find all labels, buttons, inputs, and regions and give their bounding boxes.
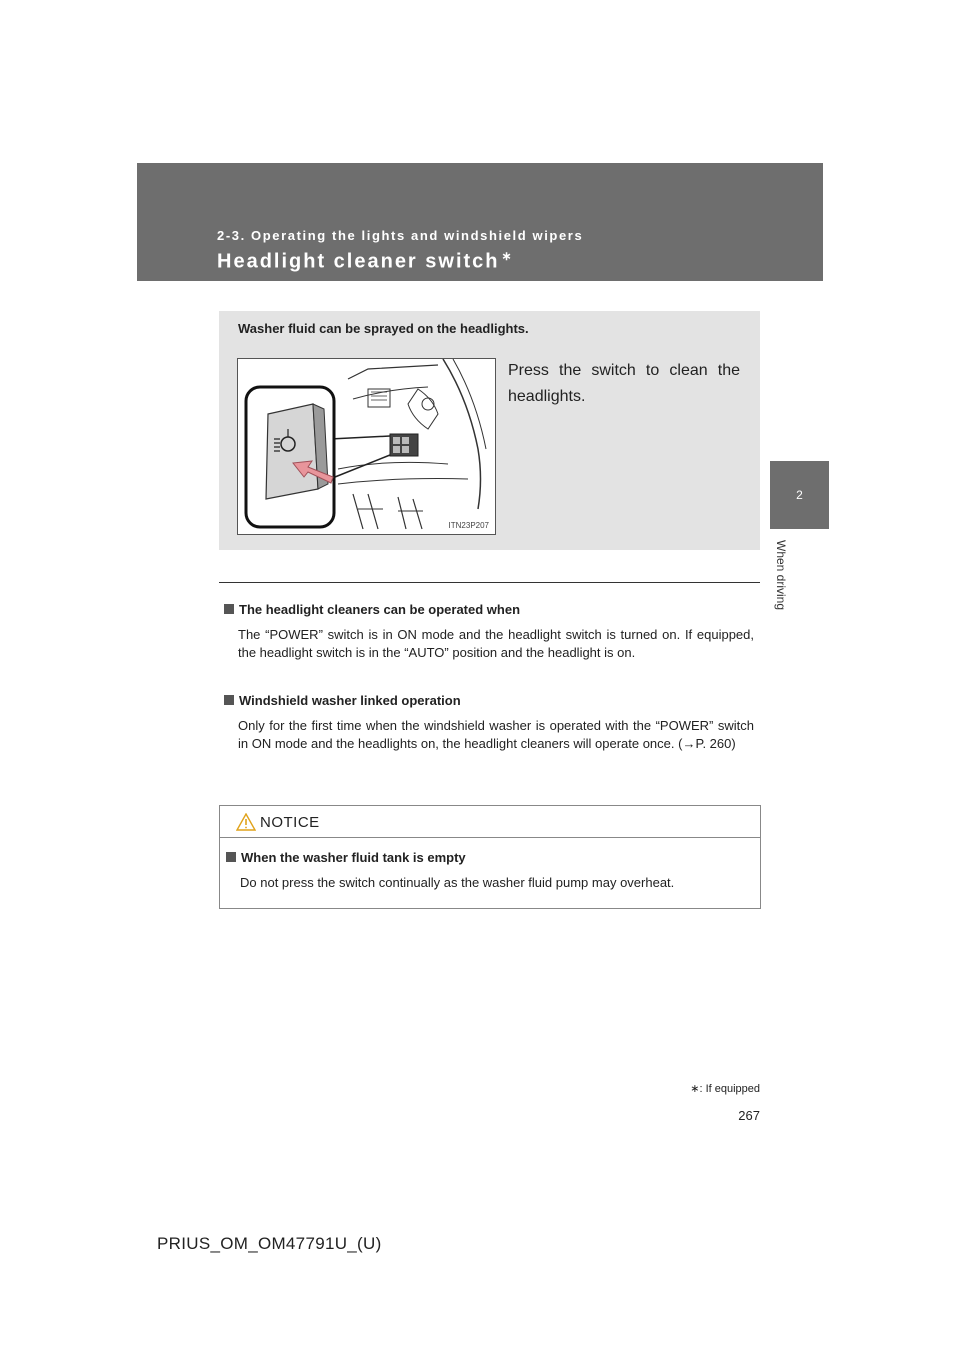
notice-item xyxy=(226,849,754,892)
note-heading xyxy=(224,601,754,619)
square-bullet-icon xyxy=(224,695,234,705)
page-title-text: Headlight cleaner switch xyxy=(217,250,500,273)
figure-code: ITN23P207 xyxy=(448,521,489,530)
divider xyxy=(219,582,760,583)
warning-triangle-icon xyxy=(236,813,256,831)
section-label: 2-3. Operating the lights and windshield wipers xyxy=(217,228,584,243)
note-body: Only for the first time when the windshield washer is operated with the “POWER” switch in ON mode and the headlights on, the headlight cleaners will operate once. (→P. 260) xyxy=(238,718,754,751)
notice-heading-text: When the washer fluid tank is empty xyxy=(241,850,466,865)
footnote: ∗: If equipped xyxy=(690,1083,760,1095)
note-heading-text: Windshield washer linked operation xyxy=(239,693,461,708)
chapter-label: When driving xyxy=(774,540,788,611)
chapter-tab[interactable]: 2 xyxy=(770,461,829,529)
note-washer-linked xyxy=(224,692,754,753)
figure-caption: Press the switch to clean the headlights. xyxy=(508,362,740,405)
notice-body: Do not press the switch continually as the washer fluid pump may overheat. xyxy=(240,875,675,890)
info-heading: Washer fluid can be sprayed on the headlights. xyxy=(238,321,529,336)
page-number: 267 xyxy=(738,1108,760,1123)
notice-box xyxy=(219,805,761,909)
switch-illustration xyxy=(237,358,496,535)
notice-label: NOTICE xyxy=(260,814,320,831)
square-bullet-icon xyxy=(226,852,236,862)
notice-header xyxy=(220,806,760,838)
note-body: The “POWER” switch is in ON mode and the headlight switch is turned on. If equipped, the headlight switch is in the “AUTO” position and the headlight is on. xyxy=(238,627,754,660)
note-operation-conditions xyxy=(224,601,754,662)
document-code: PRIUS_OM_OM47791U_(U) xyxy=(157,1234,382,1253)
note-heading-text: The headlight cleaners can be operated when xyxy=(239,602,521,617)
page-title xyxy=(217,249,514,274)
notice-heading xyxy=(226,849,754,867)
equipped-mark: ∗ xyxy=(501,249,514,263)
info-box xyxy=(219,311,760,550)
note-heading xyxy=(224,692,754,710)
square-bullet-icon xyxy=(224,604,234,614)
dashboard-illustration-icon xyxy=(238,359,495,534)
